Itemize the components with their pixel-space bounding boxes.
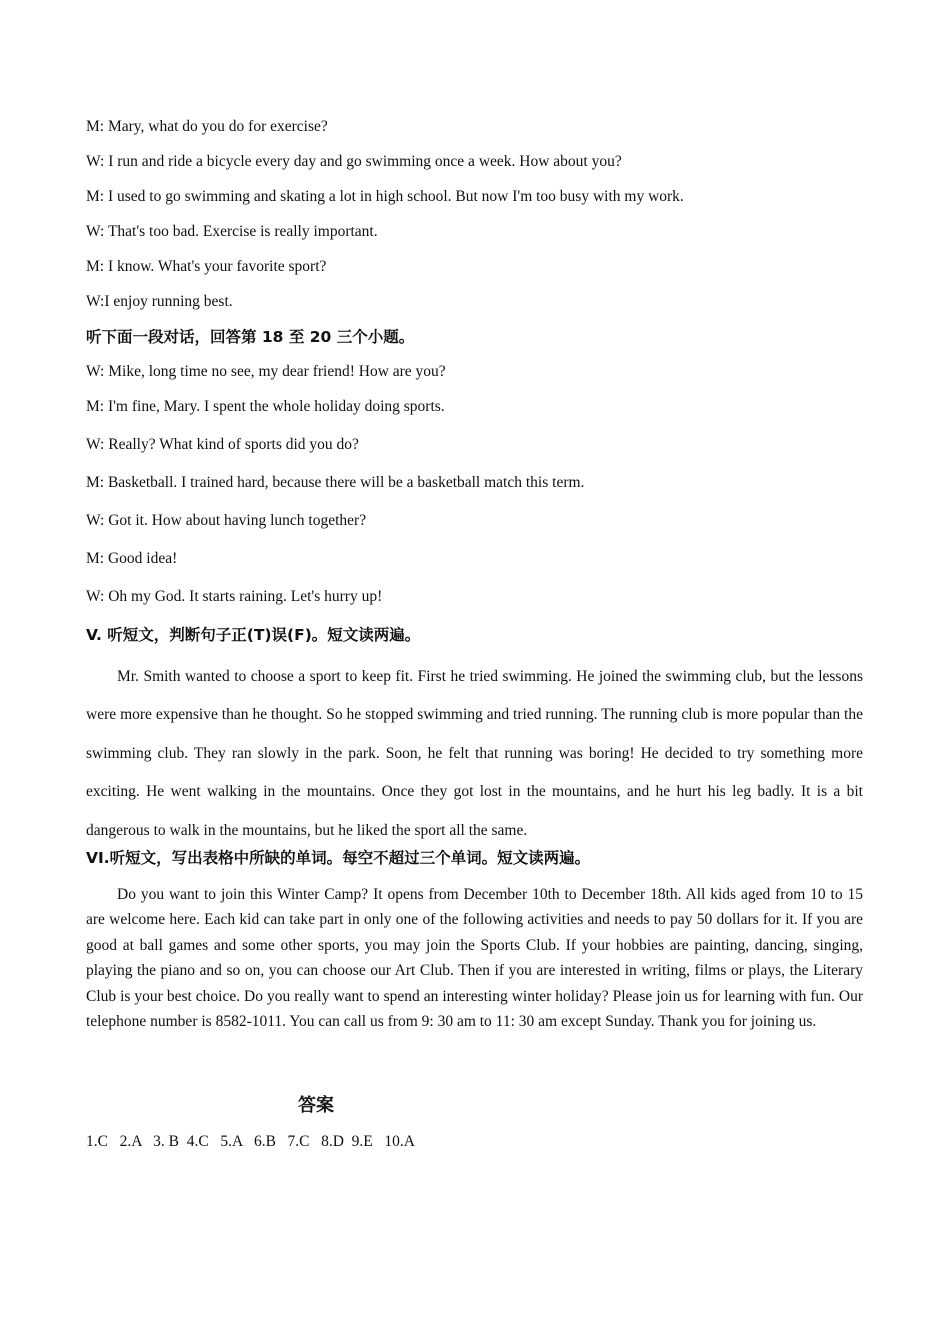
dialogue-line: W: Got it. How about having lunch together? xyxy=(86,512,367,529)
section-5-passage-text: Mr. Smith wanted to choose a sport to keep fit. First he tried swimming. He joined the swimming club, but the lessons were more expensive than he thought. So he stopped swimming and tried running. The running club is more popular than the swimming club. They ran slowly in the park. Soon, he felt that running was boring! He decided to try something more exciting. He went walking in the mountains. Once they got lost in the mountains, and he hurt his leg badly. It is a bit dangerous to walk in the mountains, but he liked the sport all the same. xyxy=(86,668,863,839)
dialogue-line: M: I used to go swimming and skating a lot in high school. But now I'm too busy with my work. xyxy=(86,188,684,205)
dialogue-line: W: That's too bad. Exercise is really important. xyxy=(86,223,378,240)
section-5-passage xyxy=(86,658,863,850)
dialogue-line: M: Good idea! xyxy=(86,550,178,567)
section-6-heading: VI.听短文，写出表格中所缺的单词。每空不超过三个单词。短文读两遍。 xyxy=(86,849,591,867)
section-5-heading: V. 听短文，判断句子正(T)误(F)。短文读两遍。 xyxy=(86,626,421,644)
dialogue-line: W:I enjoy running best. xyxy=(86,293,233,310)
dialogue-heading: 听下面一段对话，回答第 18 至 20 三个小题。 xyxy=(86,328,415,346)
dialogue-line: M: I'm fine, Mary. I spent the whole holiday doing sports. xyxy=(86,398,445,415)
dialogue-line: M: Mary, what do you do for exercise? xyxy=(86,118,328,135)
answers-line: 1.C 2.A 3. B 4.C 5.A 6.B 7.C 8.D 9.E 10.A xyxy=(86,1133,415,1150)
dialogue-line: W: Oh my God. It starts raining. Let's hurry up! xyxy=(86,588,383,605)
dialogue-line: M: Basketball. I trained hard, because there will be a basketball match this term. xyxy=(86,474,585,491)
section-6-passage-text: Do you want to join this Winter Camp? It opens from December 10th to December 18th. All kids aged from 10 to 15 are welcome here. Each kid can take part in only one of the following activities and needs to pay 50 dollars for it. If you are good at ball games and some other sports, you may join the Sports Club. If your hobbies are painting, dancing, singing, playing the piano and so on, you can choose our Art Club. Then if you are interested in writing, films or plays, the Literary Club is your best choice. Do you really want to spend an interesting winter holiday? Please join us for learning with fun. Our telephone number is 8582-1011. You can call us from 9: 30 am to 11: 30 am except Sunday. Thank you for joining us. xyxy=(86,886,863,1031)
dialogue-line: W: Mike, long time no see, my dear friend! How are you? xyxy=(86,363,446,380)
section-6-passage xyxy=(86,882,863,1034)
dialogue-line: W: Really? What kind of sports did you do? xyxy=(86,436,359,453)
dialogue-line: W: I run and ride a bicycle every day and go swimming once a week. How about you? xyxy=(86,153,622,170)
dialogue-line: M: I know. What's your favorite sport? xyxy=(86,258,327,275)
answers-title: 答案 xyxy=(298,1095,334,1116)
